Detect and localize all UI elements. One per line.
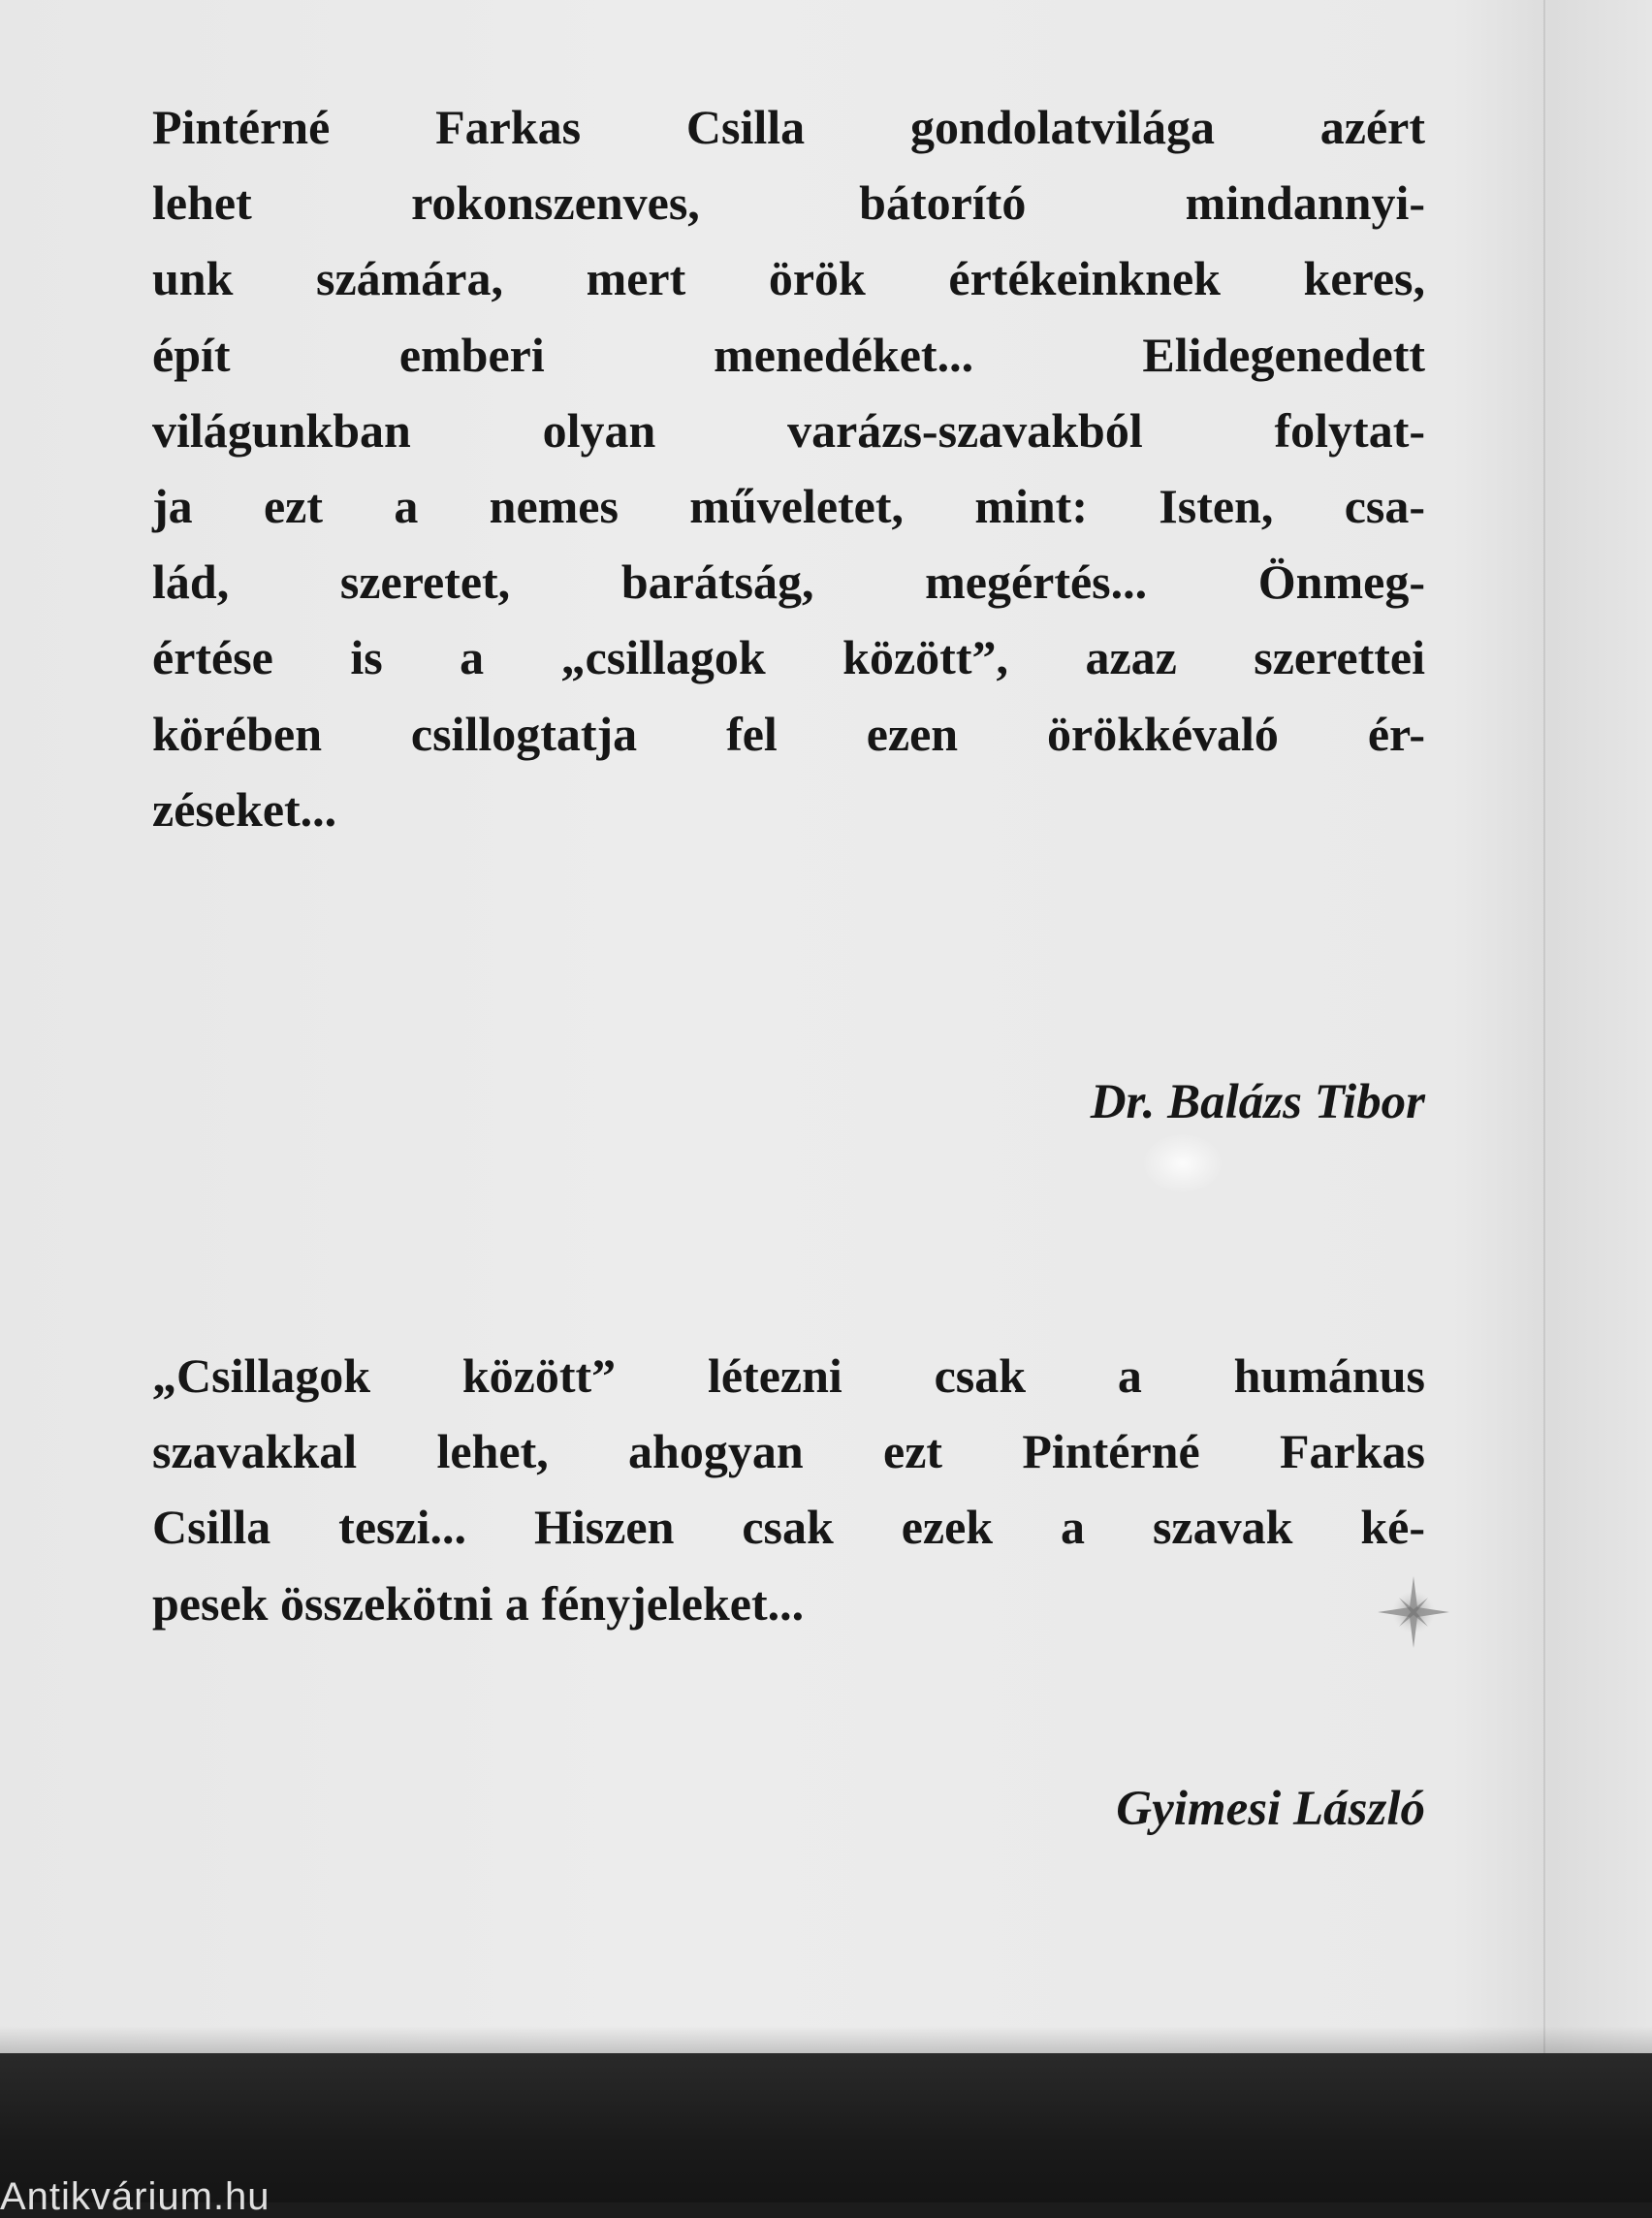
quote-line: unk számára, mert örök értékeinknek keres,: [152, 251, 1425, 306]
quote-line: zéseket...: [152, 781, 337, 837]
quote-author-2: Gyimesi László: [1116, 1782, 1425, 1836]
page-edge-line: [1543, 0, 1545, 2053]
page-bottom-shadow: [0, 2026, 1652, 2053]
quote-line: pesek összekötni a fényjeleket...: [152, 1575, 805, 1631]
quote-line: Pintérné Farkas Csilla gondolatvilága azért: [152, 100, 1425, 154]
quote-line: ja ezt a nemes műveletet, mint: Isten, csa-: [152, 478, 1425, 533]
quote-line: szavakkal lehet, ahogyan ezt Pintérné Farkas: [152, 1424, 1425, 1479]
light-glare: [1144, 1134, 1222, 1192]
sparkle-star-icon: [1370, 1568, 1457, 1656]
quote-line: világunkban olyan varázs-szavakból folytat-: [152, 402, 1425, 458]
quote-line: lád, szeretet, barátság, megértés... Önmeg-: [152, 554, 1425, 610]
quote-line: épít emberi menedéket... Elidegenedett: [152, 327, 1425, 382]
quote-line: lehet rokonszenves, bátorító mindannyi-: [152, 175, 1425, 231]
quote-line: körében csillogtatja fel ezen örökkévaló ér-: [152, 706, 1425, 761]
quote-line: „Csillagok között” létezni csak a humánus: [152, 1348, 1425, 1403]
quote-author-1: Dr. Balázs Tibor: [1090, 1075, 1425, 1129]
quote-paragraph-1: [152, 89, 1425, 847]
quote-line: Csilla teszi... Hiszen csak ezek a szavak ké-: [152, 1500, 1425, 1555]
quote-line: értése is a „csillagok között”, azaz szerettei: [152, 630, 1425, 685]
watermark-text: Antikvárium.hu: [0, 2175, 270, 2218]
quote-paragraph-2: [152, 1338, 1425, 1641]
